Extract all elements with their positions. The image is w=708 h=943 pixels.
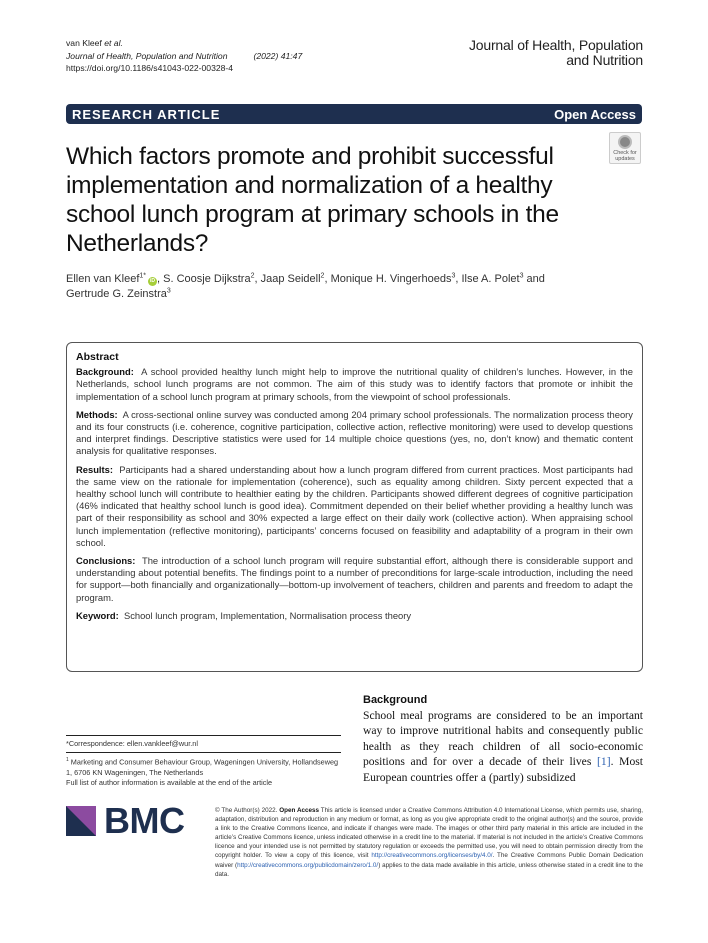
section-label: Results:: [76, 463, 113, 475]
author-info-note: Full list of author information is available at the end of the article: [66, 778, 273, 788]
abstract-conclusions: [76, 555, 633, 604]
open-access-label: Open Access: [554, 106, 636, 122]
author-name[interactable]: S. Coosje Dijkstra: [163, 273, 251, 285]
check-for-updates-button[interactable]: [609, 132, 641, 164]
background-heading: Background: [363, 694, 428, 706]
affiliation-text: Marketing and Consumer Behaviour Group, Wageningen University, Hollandseweg 1, 6706 KN Wageningen, The Netherlands: [66, 757, 339, 778]
abstract-methods: [76, 409, 633, 458]
article-type-banner: [66, 104, 642, 124]
affiliation: [66, 755, 341, 778]
open-access-bold: Open Access: [279, 807, 320, 814]
license-text: . The Creative Commons Public Domain Dedication waiver (: [215, 852, 643, 869]
copyright: © The Author(s) 2022.: [215, 807, 280, 814]
section-text: School lunch program, Implementation, Normalisation process theory: [123, 609, 412, 621]
citation-link[interactable]: [1]: [597, 755, 611, 769]
affiliation-number: 1: [66, 757, 69, 764]
bmc-logo-icon: [66, 806, 96, 836]
doi-link[interactable]: https://doi.org/10.1186/s41043-022-00328-4: [66, 63, 234, 73]
section-label: Methods:: [76, 408, 118, 420]
author-name[interactable]: Jaap Seidell: [260, 273, 321, 285]
journal-name-line2: and Nutrition: [566, 52, 643, 68]
section-text: A school provided healthy lunch might help to improve the nutritional quality of children’s lunches. However, in the Netherlands, school lunch programs are not common. The aim of this study was to identify factors that promote or inhibit the implementation of a school lunch program at primary schools, from the viewpoint of school professionals.: [76, 366, 633, 402]
background-section: [363, 694, 643, 785]
cc-zero-link[interactable]: http://creativecommons.org/publicdomain/zero/1.0/: [237, 861, 379, 869]
author-name[interactable]: Gertrude G. Zeinstra: [66, 288, 167, 300]
author-name[interactable]: Ilse A. Polet: [461, 273, 520, 285]
abstract-background: [76, 366, 633, 403]
license-statement: [215, 806, 643, 879]
article-type-label: RESEARCH ARTICLE: [72, 106, 221, 122]
cc-by-link[interactable]: http://creativecommons.org/licenses/by/4.0/: [371, 852, 493, 860]
et-al: et al.: [104, 38, 123, 48]
volume-issue: (2022) 41:47: [253, 50, 303, 61]
section-text: A cross-sectional online survey was conducted among 204 primary school professionals. The normalization process theory and its four constructs (i.e. coherence, cognitive participation, collective action, reflective monitoring) were used to develop questions and interpret findings. Descriptive statistics were used for 14 multiple choice questions (yes, no, don’t know) and thematic content analysis for qualitative responses.: [76, 408, 633, 457]
paragraph-text: . Most European countries offer a (partly) subsidized: [363, 755, 643, 784]
correspondence-email[interactable]: *Correspondence: ellen.vankleef@wur.nl: [66, 736, 341, 753]
background-paragraph: [363, 708, 643, 785]
bmc-logo-text: BMC: [104, 800, 185, 841]
correspondence-footnote: [66, 735, 341, 789]
separator: and: [523, 273, 545, 285]
author-name[interactable]: Ellen van Kleef: [66, 273, 140, 285]
paragraph-text: School meal programs are considered to be an important way to improve nutritional habits and consequently public health as they reach children of all socio-economic positions and for over a decade of their lives: [363, 709, 643, 769]
abstract-box: [66, 342, 643, 672]
author-affiliation: 3: [166, 287, 171, 295]
separator: ,: [455, 273, 462, 285]
author-short: van Kleef: [66, 38, 102, 48]
article-meta: [66, 37, 302, 75]
author-list: [66, 272, 626, 302]
license-text: This article is licensed under a Creative Commons Attribution 4.0 International License, which permits use, sharing, adaptation, distribution and reproduction in any medium or format, as long as you give appropriate credit to the original author(s) and the source, provide a link to the Creative Commons licence, and indicate if changes were made. The images or other third party material in this article are included in the article’s Creative Commons licence, unless indicated otherwise in a credit line to the material. If material is not included in the article’s Creative Commons licence and your intended use is not permitted by statutory regulation or exceeds the permitted use, you will need to obtain permission directly from the copyright holder. To view a copy of this licence, visit: [215, 807, 643, 860]
author-affiliation: 3: [519, 272, 524, 280]
author-affiliation: 3: [451, 272, 456, 280]
separator: ,: [254, 273, 261, 285]
author-affiliation: 1*: [139, 272, 147, 280]
section-label: Keyword:: [76, 609, 119, 621]
journal-name: [469, 38, 643, 68]
journal-name-line1: Journal of Health, Population: [469, 37, 643, 53]
abstract-keywords: [76, 610, 633, 622]
journal-citation: Journal of Health, Population and Nutrition: [66, 50, 228, 61]
bmc-logo: [66, 800, 185, 841]
section-text: Participants had a shared understanding about how a lunch program differed from current practices. Most participants had the same view on the rationale for implementation (coherence), such as equality among children. Sixty percent expected that a healthy school lunch will contribute to healthier eating by the children. Participants showed different degrees of cognitive participation (46% indicated that healthy school lunch is good idea). Commitment depended on their belief whether providing a healthy lunch was part of their responsibility as school and 30% expected a large effect on their daily work (collective action). When appraising school lunch implementation (reflective monitoring), participants’ concerns focused on feasibility and adaptability of a program in their own school.: [76, 463, 633, 548]
author-affiliation: 2: [250, 272, 255, 280]
abstract-heading: Abstract: [76, 351, 119, 363]
license-text: ) applies to the data made available in this article, unless otherwise stated in a credit line to the data.: [215, 861, 643, 878]
abstract-results: [76, 464, 633, 549]
separator: ,: [157, 273, 164, 285]
section-label: Conclusions:: [76, 555, 136, 567]
check-updates-icon: [618, 135, 632, 149]
check-updates-line2: updates: [615, 156, 635, 162]
section-text: The introduction of a school lunch program will require substantial effort, although there is considerable support and understanding about potential benefits. The findings point to a number of preconditions for large-scale introduction, including the need for support—both financially and organizationally—bottom-up involvement of teachers, children and parents and freedom to adapt the program.: [76, 555, 633, 603]
check-updates-line1: Check for: [613, 150, 637, 156]
author-affiliation: 2: [320, 272, 325, 280]
section-label: Background:: [76, 366, 134, 378]
article-title: Which factors promote and prohibit successful implementation and normalization of a healthy school lunch program at primary schools in the Netherlands?: [66, 143, 559, 257]
separator: ,: [324, 273, 331, 285]
orcid-icon[interactable]: iD: [150, 278, 156, 284]
author-name[interactable]: Monique H. Vingerhoeds: [330, 273, 452, 285]
